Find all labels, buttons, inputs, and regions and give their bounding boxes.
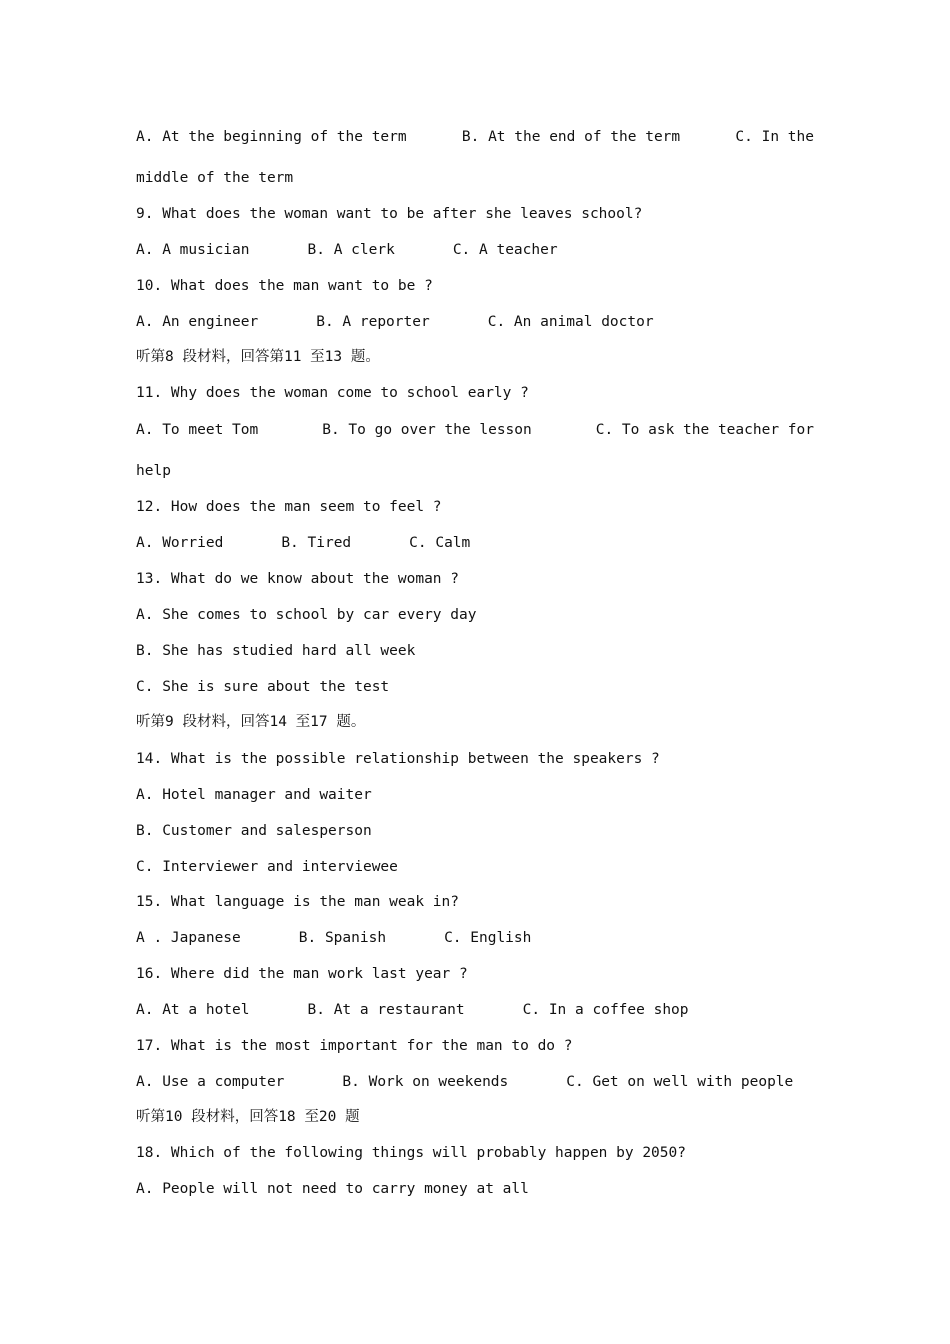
- question-11: 11. Why does the woman come to school early ?: [136, 385, 529, 401]
- option-a: A. An engineer: [136, 314, 259, 330]
- option-a: A. To meet Tom: [136, 422, 259, 438]
- q14-option-a: A. Hotel manager and waiter: [136, 787, 372, 803]
- option-a: A . Japanese: [136, 930, 241, 946]
- q17-options: [136, 1072, 793, 1092]
- q14-option-b: B. Customer and salesperson: [136, 823, 372, 839]
- question-14: 14. What is the possible relationship between the speakers ?: [136, 751, 660, 767]
- question-17: 17. What is the most important for the man to do ?: [136, 1038, 573, 1054]
- option-c: C. A teacher: [452, 242, 558, 258]
- option-a: A. Use a computer: [136, 1074, 285, 1090]
- q14-option-c: C. Interviewer and interviewee: [136, 859, 398, 875]
- option-c: C. In a coffee shop: [522, 1002, 689, 1018]
- q10-options: [136, 312, 654, 332]
- option-a: A. A musician: [136, 242, 250, 258]
- option-b: B. To go over the lesson: [322, 422, 532, 438]
- q8-options: [136, 127, 814, 147]
- question-15: 15. What language is the man weak in?: [136, 894, 460, 910]
- option-a: A. Worried: [136, 535, 224, 551]
- q11-options: [136, 420, 814, 440]
- option-a: A. At a hotel: [136, 1002, 250, 1018]
- option-c: C. In the: [735, 129, 814, 145]
- q13-option-b: B. She has studied hard all week: [136, 643, 416, 659]
- q18-option-a: A. People will not need to carry money at all: [136, 1181, 529, 1197]
- q15-options: [136, 928, 531, 948]
- option-c: C. Calm: [409, 535, 471, 551]
- q13-option-a: A. She comes to school by car every day: [136, 607, 477, 623]
- option-b: B. Tired: [281, 535, 352, 551]
- q8-option-c-continued: middle of the term: [136, 170, 294, 186]
- question-10: 10. What does the man want to be ?: [136, 278, 433, 294]
- section-instruction-10: 听第10 段材料，回答18 至20 题: [136, 1109, 360, 1125]
- question-9: 9. What does the woman want to be after she leaves school?: [136, 206, 643, 222]
- question-13: 13. What do we know about the woman ?: [136, 571, 460, 587]
- q16-options: [136, 1000, 689, 1020]
- option-c: C. An animal doctor: [487, 314, 654, 330]
- option-c: C. English: [444, 930, 532, 946]
- question-18: 18. Which of the following things will probably happen by 2050?: [136, 1145, 686, 1161]
- q11-option-c-continued: help: [136, 463, 171, 479]
- q13-option-c: C. She is sure about the test: [136, 679, 390, 695]
- option-c: C. Get on well with people: [566, 1074, 794, 1090]
- option-b: B. A clerk: [307, 242, 395, 258]
- option-b: B. A reporter: [316, 314, 430, 330]
- section-instruction-8: 听第8 段材料，回答第11 至13 题。: [136, 349, 380, 365]
- option-b: B. At a restaurant: [307, 1002, 465, 1018]
- option-a: A. At the beginning of the term: [136, 129, 407, 145]
- section-instruction-9: 听第9 段材料，回答14 至17 题。: [136, 714, 366, 730]
- question-16: 16. Where did the man work last year ?: [136, 966, 468, 982]
- option-b: B. Spanish: [298, 930, 387, 946]
- option-c: C. To ask the teacher for: [595, 422, 814, 438]
- q9-options: [136, 240, 558, 260]
- q12-options: [136, 533, 470, 553]
- question-12: 12. How does the man seem to feel ?: [136, 499, 442, 515]
- option-b: B. Work on weekends: [342, 1074, 509, 1090]
- option-b: B. At the end of the term: [461, 129, 681, 145]
